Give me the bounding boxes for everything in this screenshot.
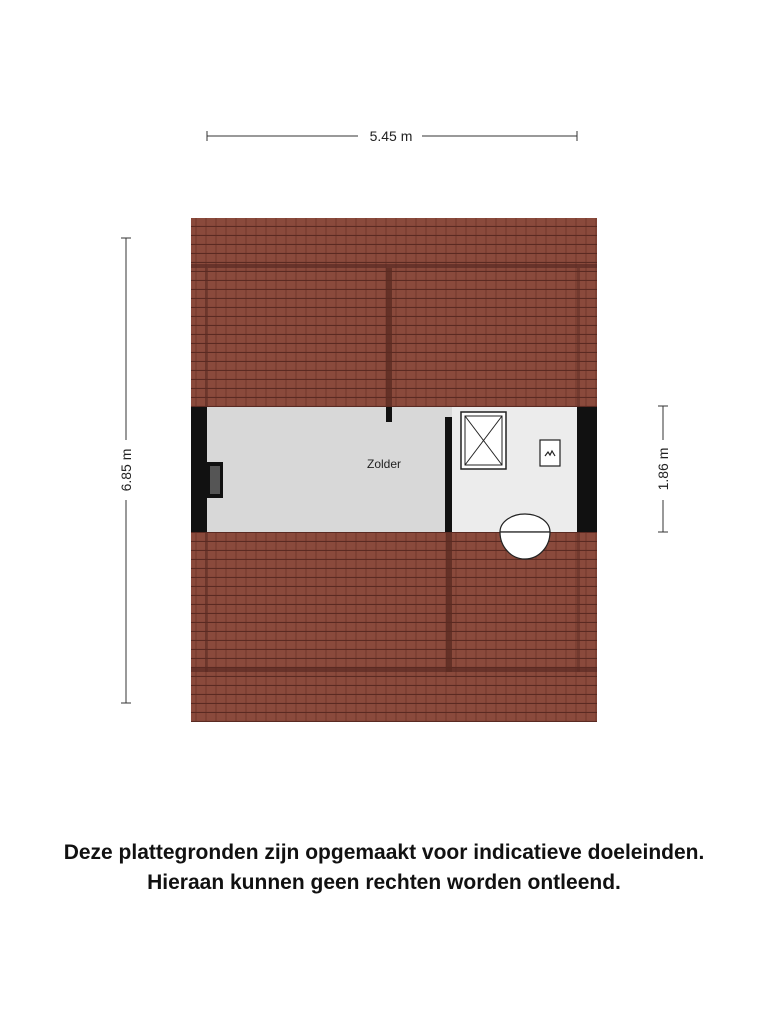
boiler-icon (540, 440, 560, 466)
right-wall (577, 407, 597, 532)
height-dimension-label: 6.85 m (118, 448, 134, 492)
strip-dimension-label: 1.86 m (655, 447, 671, 491)
roof-upper (191, 218, 597, 407)
height-dimension (118, 238, 134, 703)
roof-lower (191, 532, 597, 722)
disclaimer-line-1: Deze plattegronden zijn opgemaakt voor indicatieve doeleinden. (63, 841, 705, 864)
room-label-zolder: Zolder (366, 457, 402, 471)
attic-floor (191, 407, 597, 532)
width-dimension (207, 128, 577, 144)
partition-stub (386, 407, 392, 422)
interior-wall (445, 417, 452, 532)
left-wall (191, 407, 207, 532)
width-dimension-label: 5.45 m (369, 128, 413, 144)
stair-hatch (461, 412, 506, 469)
disclaimer-line-2: Hieraan kunnen geen rechten worden ontleend. (147, 871, 621, 894)
strip-dimension (655, 406, 671, 532)
